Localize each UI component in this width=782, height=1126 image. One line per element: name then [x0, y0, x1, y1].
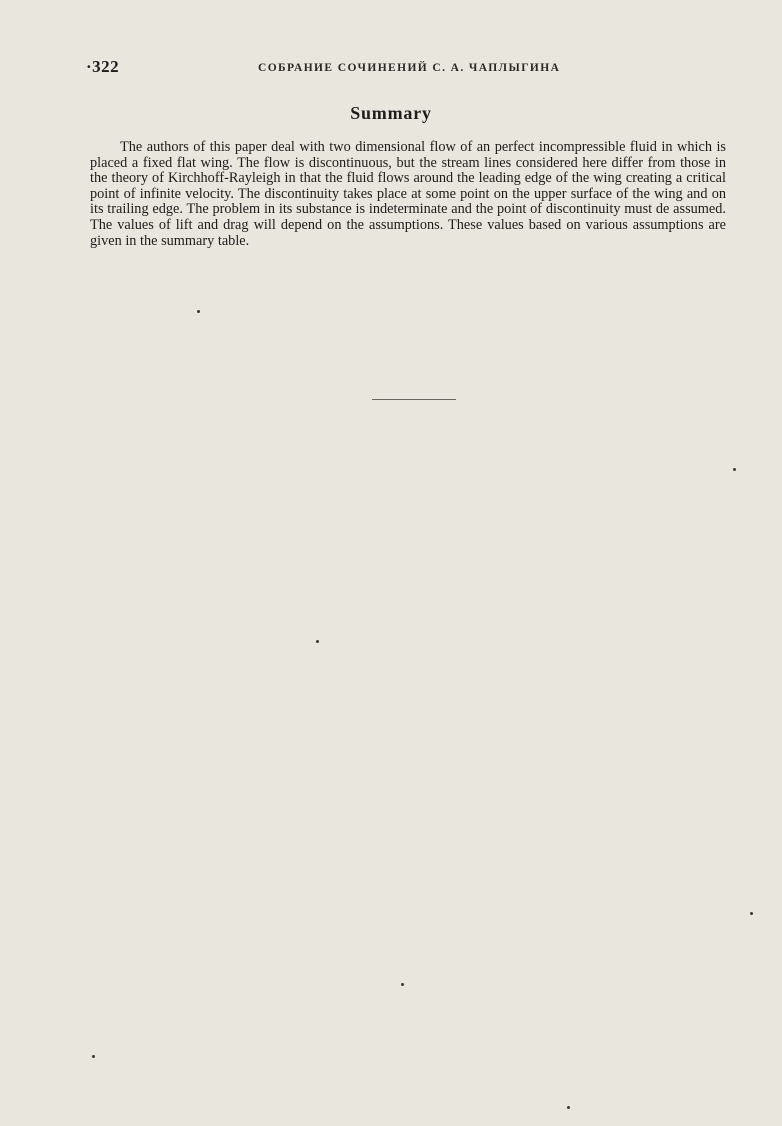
summary-paragraph: The authors of this paper deal with two dimensional flow of an perfect incompressible fluid in which is placed a fixed flat wing. The flow is discontinuous, but the stream lines considered here differ from those in the theory of Kirchhoff-Rayleigh in that the fluid flows around the leading edge of the wing creating a critical point of infinite velocity. The discontinuity takes place at some point on the upper surface of the wing and on its trailing edge. The problem in its substance is indeterminate and the point of discontinuity must de assumed. The values of lift and drag will depend on the assumptions. These values based on various assumptions are given in the summary table.	[90, 139, 726, 249]
print-speck	[750, 912, 753, 915]
print-speck	[316, 640, 319, 643]
closing-rule	[372, 399, 456, 400]
running-head: СОБРАНИЕ СОЧИНЕНИЙ С. А. ЧАПЛЫГИНА	[258, 62, 561, 74]
print-speck	[401, 983, 404, 986]
print-speck	[197, 310, 200, 313]
section-title: Summary	[350, 103, 432, 123]
page-number: ·322	[86, 57, 120, 76]
summary-text	[90, 140, 726, 249]
print-speck	[733, 468, 736, 471]
print-speck	[92, 1055, 95, 1058]
print-speck	[567, 1106, 570, 1109]
